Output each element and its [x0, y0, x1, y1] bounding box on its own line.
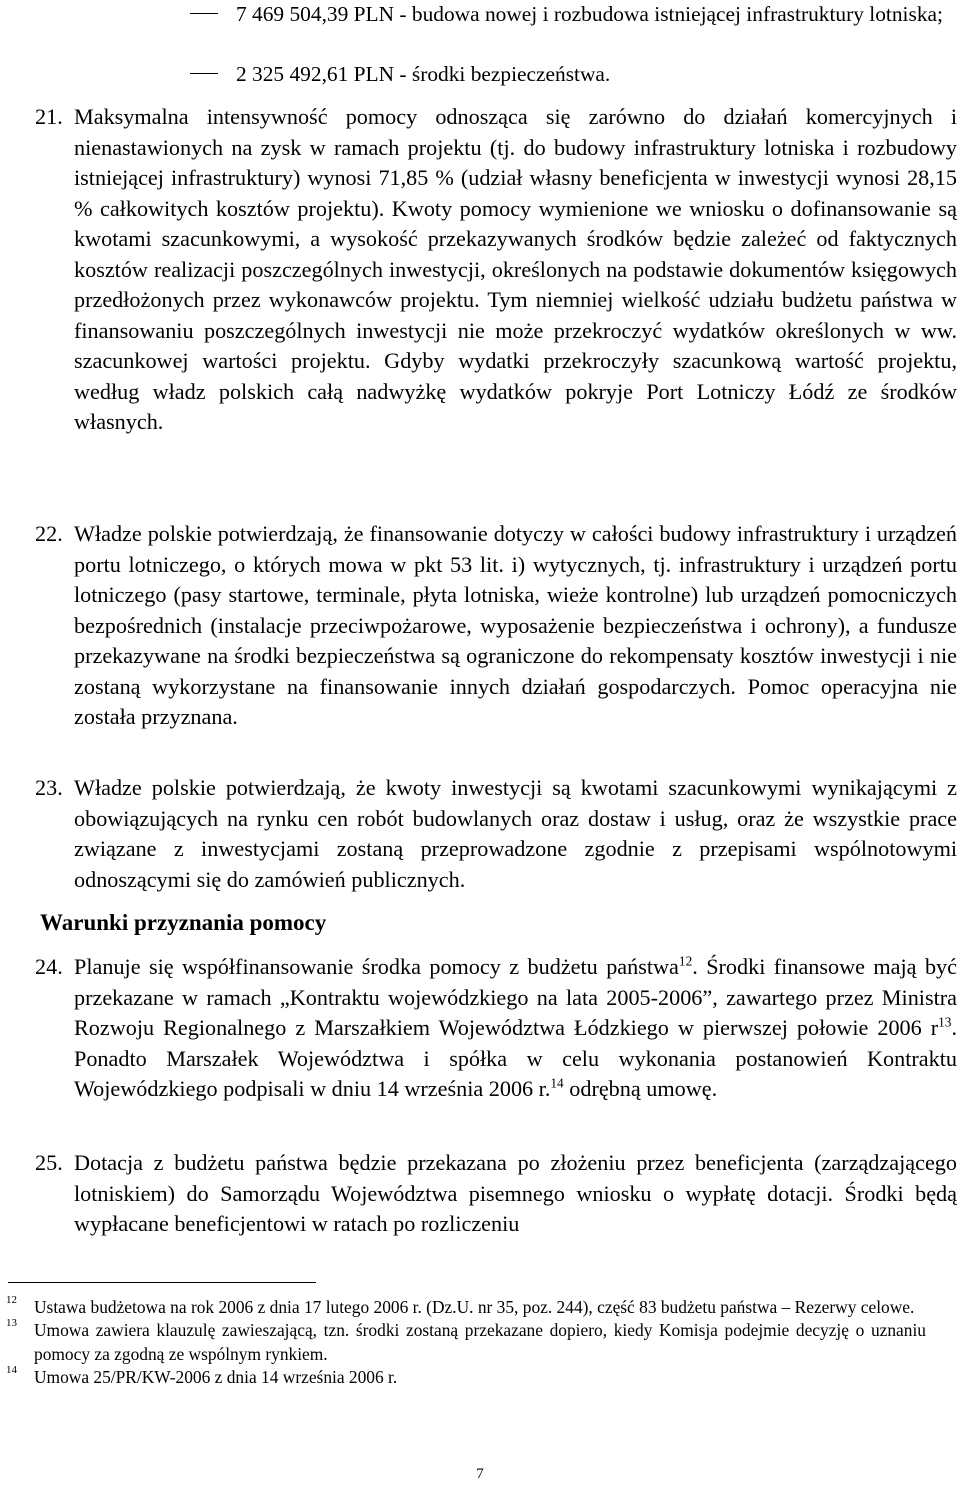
footnote-13 — [0, 1319, 926, 1366]
footnote-mark: 12 — [6, 1294, 17, 1306]
footnote-14 — [0, 1366, 926, 1389]
page-number: 7 — [476, 1466, 484, 1482]
dash-item-text: 2 325 492,61 PLN - środki bezpieczeństwa. — [236, 62, 611, 86]
section-heading: Warunki przyznania pomocy — [40, 910, 327, 935]
footnote-text: Umowa 25/PR/KW-2006 z dnia 14 września 2006 r. — [34, 1367, 398, 1388]
footnote-text: Ustawa budżetowa na rok 2006 z dnia 17 lutego 2006 r. (Dz.U. nr 35, poz. 244), część 83 budżetu państwa – Rezerwy celowe. — [34, 1297, 915, 1317]
dash-item-text: 7 469 504,39 PLN - budowa nowej i rozbudowa istniejącej infrastruktury lotniska; — [236, 2, 943, 26]
footnote-mark: 14 — [6, 1364, 17, 1377]
footnote-reference[interactable]: 13 — [938, 1014, 952, 1030]
paragraph-number: 21. — [35, 104, 63, 129]
footnote-divider — [8, 1282, 316, 1283]
paragraph-text: Władze polskie potwierdzają, że kwoty inwestycji są kwotami szacunkowymi wynikającymi z obowiązujących na rynku cen robót budowlanych oraz dostaw i usług, oraz że wszystkie prace związane z inwestycjami zostaną przeprowadzone zgodnie z przepisami wspólnotowymi odnoszącymi się do zamówień publicznych. — [74, 775, 957, 892]
footnote-reference[interactable]: 12 — [678, 953, 693, 969]
footnote-reference[interactable]: 14 — [550, 1075, 564, 1091]
paragraph-number: 24. — [35, 954, 63, 979]
paragraph-text-part: Planuje się współfinansowanie środka pomocy z budżetu państwa — [74, 954, 679, 979]
footnotes — [0, 1296, 960, 1390]
paragraph-number: 23. — [35, 775, 63, 800]
paragraph-text-part: . Ponadto Marszałek Województwa i spółka w celu wykonania postanowień Kontraktu Wojewódzkiego podpisali w dniu 14 września 2006 r. — [74, 1015, 957, 1101]
dash-marker — [190, 13, 218, 14]
footnote-mark: 13 — [6, 1317, 17, 1330]
footnote-12 — [0, 1296, 926, 1319]
paragraph-text: Maksymalna intensywność pomocy odnosząca się zarówno do działań komercyjnych i nienastawionych na zysk w ramach projektu (tj. do budowy infrastruktury lotniska i rozbudowy istniejącej infrastruktury) wynosi 71,85 % (udział własny beneficjenta w inwestycji wynosi 28,15 % całkowitych kosztów projektu). Kwoty pomocy wymienione we wniosku o dofinansowanie są kwotami szacunkowymi, a wysokość przekazywanych środków będzie zależeć od faktycznych kosztów realizacji poszczególnych inwestycji, określonych na podstawie dokumentów księgowych przedłożonych przez wykonawców projektu. Tym niemniej wielkość udziału budżetu państwa w finansowaniu poszczególnych inwestycji nie może przekroczyć wydatków określonych w ww. szacunkowej wartości projektu. Gdyby wydatki przekroczyły szacunkową wartość projektu, według władz polskich całą nadwyżkę wydatków pokryje Port Lotniczy Łódź ze środków własnych. — [74, 104, 957, 434]
paragraph-text: Dotacja z budżetu państwa będzie przekazana po złożeniu przez beneficjenta (zarządzającego lotniskiem) do Samorządu Województwa pisemnego wniosku o wypłatę dotacji. Środki będą wypłacane beneficjentowi w ratach po rozliczeniu — [74, 1150, 957, 1236]
paragraph-text-part: . Środki finansowe mają być przekazane w ramach „Kontraktu wojewódzkiego na lata 2005-2006”, zawartego przez Ministra Rozwoju Regionalnego z Marszałkiem Województwa Łódzkiego w pierwszej połowie 2006 r — [74, 954, 957, 1040]
paragraph-text: Władze polskie potwierdzają, że finansowanie dotyczy w całości budowy infrastruktury i urządzeń portu lotniczego, o których mowa w pkt 53 lit. i) wytycznych, tj. infrastruktury i urządzeń portu lotniczego (pasy startowe, terminale, płyta lotniska, wieże kontrolne) lub urządzeń pomocniczych bezpośrednich (instalacje przeciwpożarowe, wyposażenie bezpieczeństwa i ochrony), a fundusze przekazywane na środki bezpieczeństwa są ograniczone do rekompensaty kosztów inwestycji i nie zostaną wykorzystane na finansowanie innych działań gospodarczych. Pomoc operacyjna nie została przyznana. — [74, 521, 957, 729]
paragraph-number: 22. — [35, 521, 63, 546]
paragraph-text-part: odrębną umowę. — [563, 1076, 718, 1101]
paragraph-text — [74, 952, 957, 1105]
dash-marker — [190, 73, 218, 74]
footnote-text: Umowa zawiera klauzulę zawieszającą, tzn. środki zostaną przekazane dopiero, kiedy Komisja podejmie decyzję o uznaniu pomocy za zgodną ze wspólnym rynkiem. — [34, 1320, 926, 1364]
paragraph-number: 25. — [35, 1150, 63, 1175]
